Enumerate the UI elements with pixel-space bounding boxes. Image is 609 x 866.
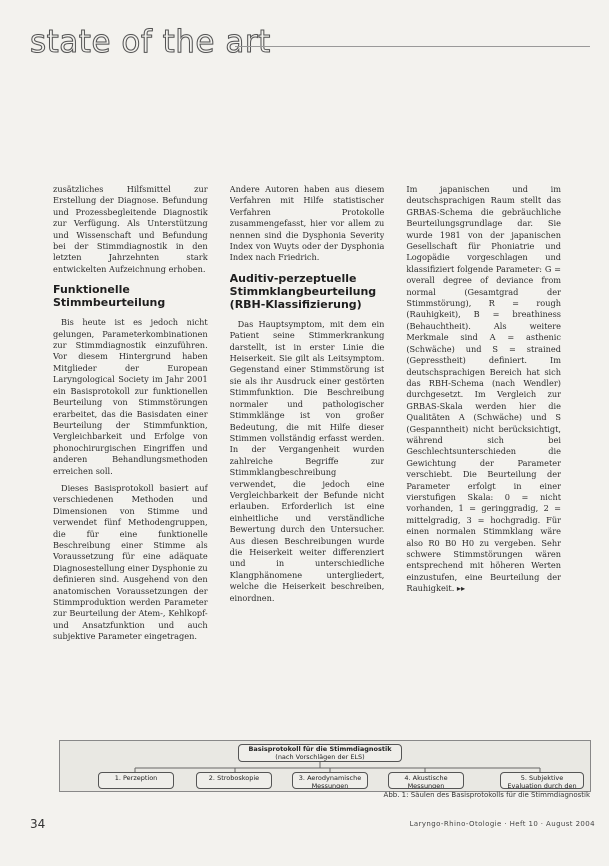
diagram-method-box: 1. Perzeption (98, 772, 174, 789)
paragraph: Dieses Basisprotokoll basiert auf verschiedenen Methoden und Dimensionen von Stimme und verwendet fünf Methodengruppen, die für eine funktionelle Beschreibung einer Stimme als Voraussetzung für eine adäquate Diagnosestellung einer Dysphonie zu definieren sind. Ausgehend von den anatomischen Voraussetzungen der Stimmproduktion werden Parameter zur Beurteilung der Atem-, Kehlkopf- und Ansatzfunktion und auch subjektive Parameter eingetragen. (53, 482, 208, 642)
paragraph (406, 184, 561, 595)
paragraph: Andere Autoren haben aus diesem Verfahren mit Hilfe statistischer Verfahren Protokolle zusammengefasst, hier vor allem zu nennen sind die Dysphonia Severity Index von Wuyts oder der Dysphonia Index nach Friedrich. (229, 184, 385, 263)
diagram-method-box: 5. Subjektive Evaluation durch den (500, 772, 584, 789)
page-header (30, 22, 590, 62)
section-title: state of the art (30, 24, 271, 60)
publication-info: Laryngo-Rhino-Otologie · Heft 10 · August 2004 (409, 820, 595, 828)
page-footer (30, 817, 595, 837)
column-2 (230, 184, 385, 754)
paragraph: zusätzliches Hilfsmittel zur Erstellung der Diagnose. Befundung und Prozessbegleitende Diagnostik zur Verfügung. Als Unterstützung und Wissenschaft und Befundung bei der Stimmdiagnostik in den letzten Jahrzehnten stark entwickelten Aufzeichnung erhoben. (53, 184, 208, 274)
continue-arrow-icon: ▸▸ (456, 583, 466, 594)
section-heading: Auditiv-perzeptuelle Stimmklangbeurteilung (RBH-Klassifizierung) (229, 271, 377, 311)
diagram-method-box: 4. Akustische Messungen (388, 772, 464, 789)
diagram-method-box: 2. Stroboskopie (196, 772, 272, 789)
section-heading: Funktionelle Stimmbeurteilung (53, 283, 166, 310)
figure-caption: Abb. 1: Säulen des Basisprotokolls für die Stimmdiagnostik (383, 791, 590, 799)
page-number: 34 (30, 817, 46, 831)
diagram-top-title: Basisprotokoll für die Stimmdiagnostik (248, 745, 392, 753)
column-3 (406, 184, 561, 754)
paragraph-text: Im japanischen und im deutschsprachigen Raum stellt das GRBAS-Schema die gebräuchliche Beurteilungsgrundlage dar. Sie wurde 1981 von der japanischen Gesellschaft für Phoniatrie und Logopädie vorgeschlagen und klassifiziert folgende Parameter: G = overall degree of deviance from normal (Gesamtgrad der Stimmstörung), R = rough (Rauhigkeit), B = breathiness (Behauchtheit). Als weitere Merkmale sind A = asthenic (Schwäche) und S = strained (Gepresstheit) definiert. Im deutschsprachigen Bereich hat sich das RBH-Schema (nach Wendler) durchgesetzt. Im Vergleich zur GRBAS-Skala werden hier die Qualitäten A (Schwäche) und S (Gespanntheit) nicht berücksichtigt, während sich bei Geschlechtsunterschieden die Gewichtung der Parameter verschiebt. Die Beurteilung der Parameter erfolgt in einer vierstufigen Skala: 0 = nicht vorhanden, 1 = geringgradig, 2 = mittelgradig, 3 = hochgradig. Für einen normalen Stimmklang wäre also R0 B0 H0 zu vergeben. Sehr schwere Stimmstörungen wären entsprechend mit höheren Werten einzustufen, eine Beurteilung der Rauhigkeit. (406, 184, 562, 594)
paragraph: Das Hauptsymptom, mit dem ein Patient seine Stimmerkrankung darstellt, ist in erster Linie die Heiserkeit. Sie gilt als Leitsymptom. Gegenstand einer Stimmstörung ist sie als ihr Ausdruck einer gestörten Stimmfunktion. Die Beschreibung normaler und pathologischer Stimmklänge ist von großer Bedeutung, die mit Hilfe dieser Stimmen vollständig erfasst werden. In der Vergangenheit wurden zahlreiche Begriffe zur Stimmklangbeschreibung verwendet, die jedoch eine Vergleichbarkeit der Befunde nicht erlauben. Erforderlich ist eine einheitliche und verständliche Bewertung durch den Untersucher. Aus diesen Beschreibungen wurde die Heiserkeit weiter differenziert und in unterschiedliche Klangphänomene untergliedert, welche die Heiserkeit beschreiben, einordnen. (229, 318, 385, 603)
diagram-top-box (238, 744, 402, 762)
article-body (53, 184, 561, 754)
diagram-method-box: 3. Aerodynamische Messungen (292, 772, 368, 789)
diagram-top-subtitle: (nach Vorschlägen der ELS) (275, 752, 365, 761)
column-1 (53, 184, 208, 754)
paragraph: Bis heute ist es jedoch nicht gelungen, Parameterkombinationen zur Stimmdiagnostik einzuführen. Vor diesem Hintergrund haben Mitglieder der European Laryngological Society im Jahr 2001 ein Basisprotokoll zur funktionellen Beurteilung von Stimmstörungen erarbeitet, das die Basisdaten einer Beurteilung der Stimmfunktion, Vergleichbarkeit und Erfolge von phonochirurgischen Eingriffen und anderen Behandlungsmethoden erreichen soll. (53, 317, 208, 476)
header-rule (235, 46, 590, 47)
